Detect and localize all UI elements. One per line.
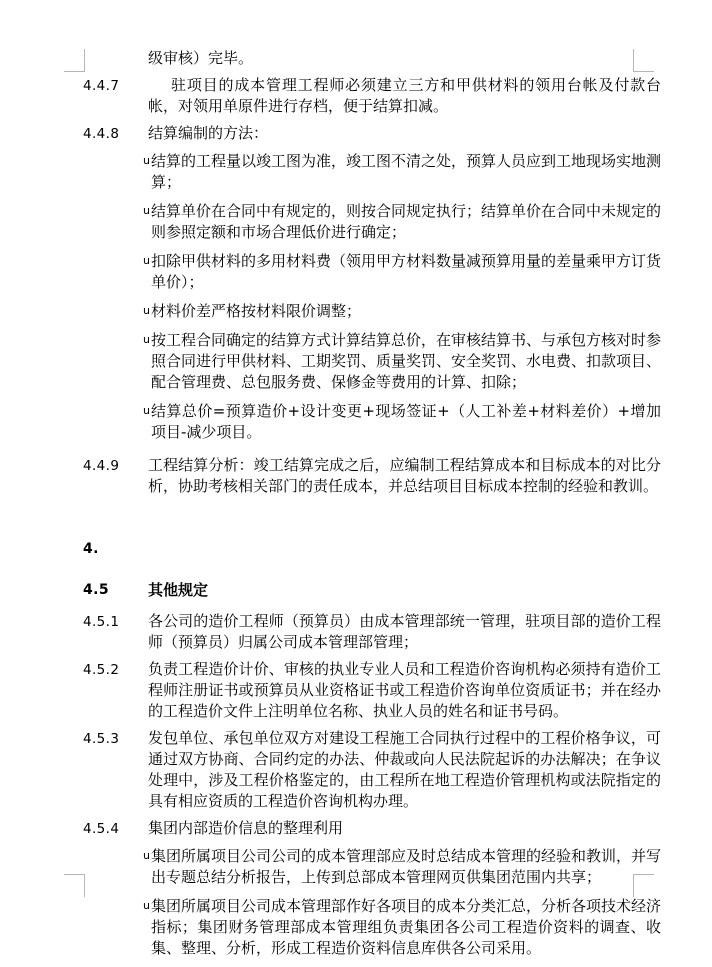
clause-text: 负责工程造价计价、审核的执业专业人员和工程造价咨询机构必须持有造价工程师注册证书或预算员从业资格证书或工程造价咨询单位资质证书；并在经办的工程造价文件上注明单位名称、执业人员的姓名和证书号码。 [148,660,661,720]
bullet-list-item [143,301,661,322]
bullet-marker-icon: u [143,304,150,317]
bullet-text: 材料价差严格按材料限价调整； [151,302,362,320]
bullet-marker-icon: u [143,333,150,346]
heading-number: 4.5 [83,582,110,598]
bullet-marker-icon: u [143,204,150,217]
section-heading [83,580,661,601]
bullet-list-item [143,330,661,393]
clause-number: 4.5.1 [83,614,120,630]
clause-number: 4.4.9 [83,458,120,474]
bullet-text: 按工程合同确定的结算方式计算结算总价，在审核结算书、与承包方核对时参照合同进行甲供材料、工期奖罚、质量奖罚、安全奖罚、水电费、扣款项目、配合管理费、总包服务费、保修金等费用的计算、扣除； [151,331,662,391]
bullet-marker-icon: u [143,154,150,167]
crop-mark-bottom-left [64,874,85,897]
document-content [83,48,661,967]
paragraph-continuation: 级审核）完毕。 [148,49,254,67]
bullet-list-item [143,151,661,193]
bullet-marker-icon: u [143,849,150,862]
bullet-text: 结算的工程量以竣工图为准，竣工图不清之处，预算人员应到工地现场实地测算； [151,152,662,191]
bullet-list-item [143,896,661,959]
clause-number: 4.4.8 [83,126,120,142]
vertical-spacer [83,503,661,539]
bullet-marker-icon: u [143,899,150,912]
bullet-list-item [143,846,661,888]
vertical-spacer [83,560,661,580]
crop-mark-top-left [64,49,85,72]
bullet-list-item [143,251,661,293]
clause-text: 工程结算分析：竣工结算完成之后，应编制工程结算成本和目标成本的对比分析，协助考核相关部门的责任成本，并总结项目目标成本控制的经验和教训。 [148,456,661,495]
clause-text: 结算编制的方法： [148,124,269,142]
numbered-clause [83,728,661,812]
bullet-list-item [143,201,661,243]
clause-text: 各公司的造价工程师（预算员）由成本管理部统一管理，驻项目部的造价工程师（预算员）归属公司成本管理部管理； [148,612,661,651]
clause-number: 4.5.3 [83,731,120,747]
bullet-text: 结算总价=预算造价+设计变更+现场签证+（人工补差+材料差价）+增加项目-减少项目。 [151,402,661,441]
clause-text: 集团内部造价信息的整理利用 [148,819,344,837]
bullet-list-item [143,401,661,443]
heading-number: 4. [83,541,99,557]
clause-number: 4.5.2 [83,662,120,678]
numbered-clause [83,659,661,722]
bullet-text: 集团所属项目公司成本管理部作好各项目的成本分类汇总，分析各项技术经济指标；集团财务管理部成本管理组负责集团各公司工程造价资料的调查、收集、整理、分析，形成工程造价资料信息库供各公司采用。 [151,897,662,957]
numbered-clause [83,818,661,840]
clause-number: 4.4.7 [83,78,120,94]
numbered-clause [83,455,661,497]
bullet-text: 集团所属项目公司公司的成本管理部应及时总结成本管理的经验和教训，并写出专题总结分析报告，上传到总部成本管理网页供集团范围内共享； [151,847,662,886]
numbered-clause [83,75,661,117]
vertical-spacer [83,601,661,611]
clause-number: 4.5.4 [83,821,120,837]
numbered-clause [83,123,661,145]
bullet-marker-icon: u [143,404,150,417]
bullet-text: 扣除甲供材料的多用材料费（领用甲方材料数量减预算用量的差量乘甲方订货单价）； [151,252,662,291]
bullet-text: 结算单价在合同中有规定的，则按合同规定执行；结算单价在合同中未规定的则参照定额和市场合理低价进行确定； [151,202,662,241]
bullet-marker-icon: u [143,254,150,267]
numbered-clause [83,611,661,653]
clause-text: 驻项目的成本管理工程师必须建立三方和甲供材料的领用台帐及付款台帐，对领用单原件进行存档，便于结算扣减。 [148,76,661,115]
heading-text: 其他规定 [148,581,209,599]
section-heading [83,539,661,560]
clause-text: 发包单位、承包单位双方对建设工程施工合同执行过程中的工程价格争议，可通过双方协商、合同约定的办法、仲裁或向人民法院起诉的办法解决；在争议处理中，涉及工程价格鉴定的，由工程所在地工程造价管理机构或法院指定的具有相应资质的工程造价咨询机构办理。 [148,729,661,810]
